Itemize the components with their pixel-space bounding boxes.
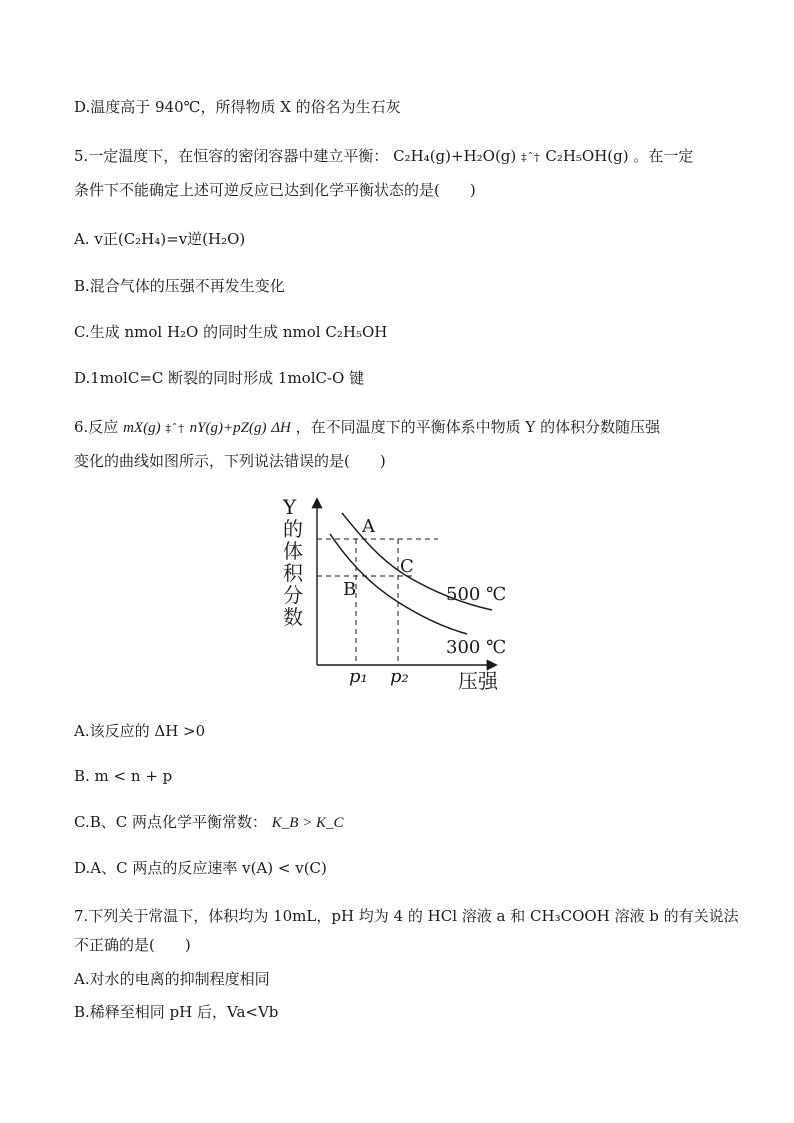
y-axis-label-char: Y xyxy=(283,495,297,519)
q6-option-a: A.该反应的 ΔH >0 xyxy=(74,722,206,740)
q5-stem-prefix: 5.一定温度下，在恒容的密闭容器中建立平衡： xyxy=(74,147,389,165)
reversible-arrow-icon: ‡ˆ† xyxy=(165,422,185,435)
q5-reaction-right: C₂H₅OH(g) xyxy=(545,147,629,165)
y-axis-label-char: 体 xyxy=(283,539,303,563)
q6-option-b: B. m < n + p xyxy=(74,767,173,785)
q6-stem-suffix: ，在不同温度下的平衡体系中物质 Y 的体积分数随压强 xyxy=(295,418,661,436)
q6-option-d: D.A、C 两点的反应速率 v(A) < v(C) xyxy=(74,859,327,877)
equilibrium-chart xyxy=(270,490,530,700)
q7-stem-line1: 7.下列关于常温下，体积均为 10mL，pH 均为 4 的 HCl 溶液 a 和 CH₃COOH 溶液 b 的有关说法 xyxy=(74,907,739,925)
chart-svg xyxy=(270,490,530,700)
q5-stem-suffix: 。在一定 xyxy=(633,147,694,165)
y-axis-label-char: 积 xyxy=(283,561,303,585)
q6-option-c xyxy=(74,812,344,833)
q7-stem-line2: 不正确的是( ) xyxy=(74,936,191,954)
q5-reaction-left: C₂H₄(g)+H₂O(g) xyxy=(393,147,517,165)
q7-option-b: B.稀释至相同 pH 后，Va<Vb xyxy=(74,1003,279,1021)
point-label-a: A xyxy=(362,516,375,537)
point-label-c: C xyxy=(400,556,414,577)
series-label-300c: 300 ℃ xyxy=(446,637,507,658)
y-axis-label-char: 分 xyxy=(283,583,303,607)
y-axis-label-char: 数 xyxy=(283,605,303,629)
q4-option-d: D.温度高于 940℃，所得物质 X 的俗名为生石灰 xyxy=(74,98,401,116)
q6-stem-line2: 变化的曲线如图所示，下列说法错误的是( ) xyxy=(74,452,386,470)
q6-reaction-right: nY(g)+pZ(g) xyxy=(189,420,267,436)
q5-stem-line2: 条件下不能确定上述可逆反应已达到化学平衡状态的是( ) xyxy=(74,181,476,199)
reversible-arrow-icon: ‡ˆ† xyxy=(521,151,541,164)
q6-option-c-expr: K_B > K_C xyxy=(271,815,344,831)
x-tick-p2: p₂ xyxy=(390,666,409,687)
q5-stem-line1 xyxy=(74,146,693,168)
x-axis-label: 压强 xyxy=(458,669,498,693)
q5-option-d: D.1molC=C 断裂的同时形成 1molC-O 键 xyxy=(74,369,365,387)
q5-option-b: B.混合气体的压强不再发生变化 xyxy=(74,277,285,295)
point-label-b: B xyxy=(343,579,357,600)
q6-option-c-text: C.B、C 两点化学平衡常数： xyxy=(74,813,267,831)
q6-delta-h: ΔH xyxy=(271,420,291,436)
x-tick-p1: p₁ xyxy=(349,666,368,687)
y-axis-label xyxy=(282,495,304,629)
series-label-500c: 500 ℃ xyxy=(446,584,507,605)
y-axis-label-char: 的 xyxy=(283,517,303,541)
q6-stem-prefix: 6.反应 xyxy=(74,418,119,436)
q5-option-a: A. v正(C₂H₄)=v逆(H₂O) xyxy=(74,230,246,248)
q6-reaction-left: mX(g) xyxy=(123,420,161,436)
q7-option-a: A.对水的电离的抑制程度相同 xyxy=(74,970,270,988)
q5-option-c: C.生成 nmol H₂O 的同时生成 nmol C₂H₅OH xyxy=(74,323,388,341)
q6-stem-line1 xyxy=(74,417,660,439)
